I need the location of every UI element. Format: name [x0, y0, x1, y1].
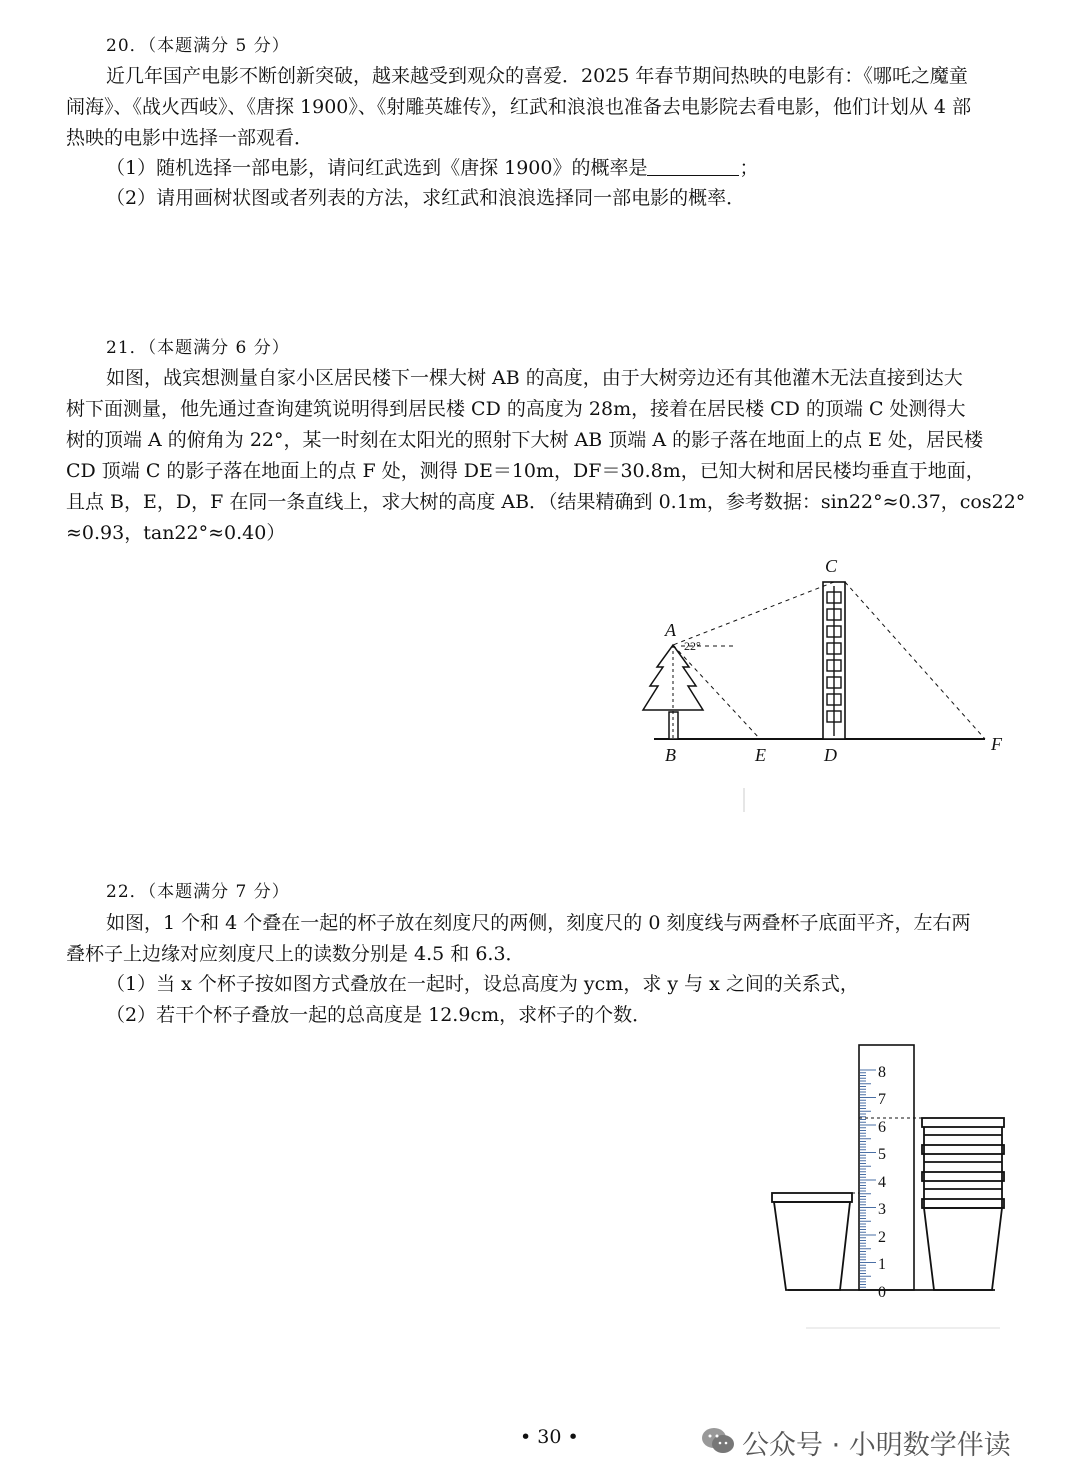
q22-heading: 22．（本题满分 7 分） — [106, 882, 290, 902]
q20-part-1-end: ； — [739, 157, 759, 179]
q21-heading: 21．（本题满分 6 分） — [106, 338, 290, 358]
q20-text-line-2: 闹海》、《战火西岐》、《唐探 1900》、《射雕英雄传》，红武和浪浪也准备去电影院去看电影，他们计划从 4 部 — [66, 96, 972, 118]
tick-label-3: 3 — [878, 1201, 886, 1218]
label-f: F — [991, 734, 1002, 754]
tick-label-8: 8 — [878, 1064, 886, 1081]
angle-label: 22° — [684, 639, 701, 653]
q21-text-line-2: 树下面测量，他先通过查询建筑说明得到居民楼 CD 的高度为 28m，接着在居民楼 CD 的顶端 C 处测得大 — [66, 398, 966, 420]
label-e: E — [755, 745, 766, 765]
label-d: D — [824, 745, 837, 765]
q22-part-1: （1）当 x 个杯子按如图方式叠放在一起时，设总高度为 ycm，求 y 与 x 之间的关系式， — [106, 973, 859, 995]
label-c: C — [825, 556, 838, 576]
label-b: B — [665, 745, 676, 765]
q20-part-1-text: （1）随机选择一部电影，请问红武选到《唐探 1900》的概率是 — [106, 157, 648, 179]
q20-heading: 20．（本题满分 5 分） — [106, 36, 290, 56]
tick-label-2: 2 — [878, 1229, 886, 1246]
tick-label-0: 0 — [878, 1284, 886, 1301]
q21-text-line-1: 如图，战宾想测量自家小区居民楼下一棵大树 AB 的高度，由于大树旁边还有其他灌木无法直接到达大 — [106, 367, 963, 389]
q21-text-line-5: 且点 B，E，D，F 在同一条直线上，求大树的高度 AB．（结果精确到 0.1m，参考数据：sin22°≈0.37，cos22° — [66, 491, 1026, 513]
q21-text-line-3: 树的顶端 A 的俯角为 22°，某一时刻在太阳光的照射下大树 AB 顶端 A 的影子落在地面上的点 E 处，居民楼 — [66, 429, 984, 451]
ruler-tick-labels — [878, 1064, 886, 1301]
q22-part-2: （2）若干个杯子叠放一起的总高度是 12.9cm，求杯子的个数． — [106, 1004, 652, 1026]
tick-label-4: 4 — [878, 1174, 886, 1191]
q21-text-line-4: CD 顶端 C 的影子落在地面上的点 F 处，测得 DE＝10m，DF＝30.8m，已知大树和居民楼均垂直于地面， — [66, 460, 985, 482]
left-cup-stack — [772, 1193, 852, 1290]
tick-label-1: 1 — [878, 1256, 886, 1273]
wechat-icon — [700, 1426, 736, 1456]
q20-part-2: （2）请用画树状图或者列表的方法，求红武和浪浪选择同一部电影的概率． — [106, 187, 746, 209]
q21-text-line-6: ≈0.93，tan22°≈0.40） — [66, 522, 286, 544]
tick-label-5: 5 — [878, 1146, 886, 1163]
tick-label-6: 6 — [878, 1119, 886, 1136]
tick-label-7: 7 — [878, 1091, 886, 1108]
ruler — [859, 1045, 914, 1290]
q22-text-line-2: 叠杯子上边缘对应刻度尺上的读数分别是 4.5 和 6.3． — [66, 943, 525, 965]
right-cup-stack — [922, 1118, 1004, 1290]
watermark-text: 公众号 · 小明数学伴读 — [742, 1430, 1011, 1461]
q20-text-line-1: 近几年国产电影不断创新突破，越来越受到观众的喜爱．2025 年春节期间热映的电影有：《哪吒之魔童 — [106, 65, 968, 87]
q20-text-line-3: 热映的电影中选择一部观看． — [66, 127, 314, 149]
q22-text-line-1: 如图，1 个和 4 个叠在一起的杯子放在刻度尺的两侧，刻度尺的 0 刻度线与两叠杯子底面平齐，左右两 — [106, 912, 971, 934]
label-a: A — [665, 620, 676, 640]
page-number: • 30 • — [520, 1426, 579, 1448]
